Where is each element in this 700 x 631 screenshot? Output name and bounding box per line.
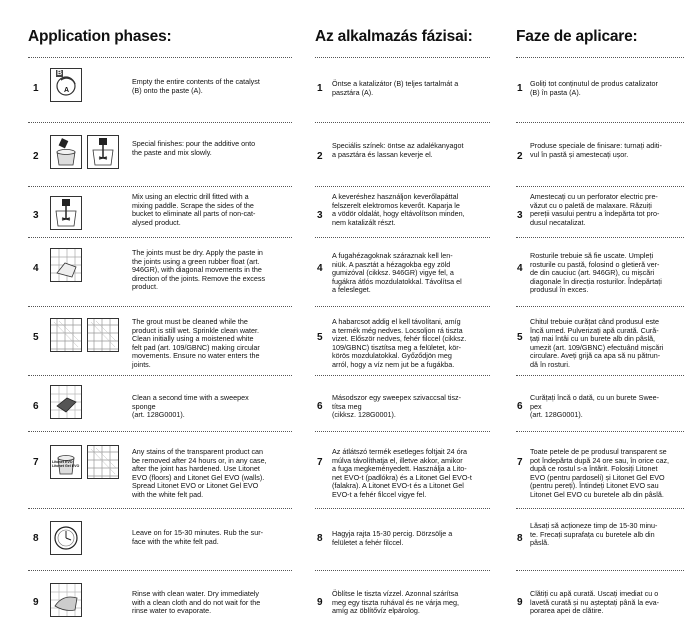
step-text-hu: Speciális színek: öntse az adalékanyagot a pasztára és lassan keverje el.	[332, 141, 464, 159]
row-separator	[28, 375, 292, 376]
row-separator	[28, 508, 292, 509]
step-number-en: 5	[33, 332, 39, 343]
step-number-ro: 8	[517, 533, 523, 544]
step-text-en: Special finishes: pour the additive onto the paste and mix slowly.	[132, 139, 256, 157]
step-number-hu: 5	[317, 332, 323, 343]
row-separator	[516, 306, 684, 307]
step-illustration-icon	[50, 196, 82, 230]
row-separator	[516, 237, 684, 238]
step-text-en: Rinse with clean water. Dry immediately with a clean cloth and do not wait for the rinse water to evaporate.	[132, 589, 261, 616]
step-text-hu: A habarcsot addig el kell távolítani, amíg a termék még nedves. Locsoljon rá tiszta vizet. Először nedves, fehér filccel (cikksz. 109/GBNC) tisztítsa meg a felületet, kör- körös mozdulatokkal. Győződjön meg arról, hogy a víz nem jut be a fugákba.	[332, 317, 467, 369]
title-en: Application phases:	[28, 28, 172, 45]
row-separator	[516, 508, 684, 509]
step-number-en: 6	[33, 401, 39, 412]
step-text-ro: Lăsați să acționeze timp de 15-30 minu- te. Frecați suprafața cu buretele alb din pâslă.	[530, 521, 658, 548]
row-separator	[315, 122, 490, 123]
row-separator	[28, 237, 292, 238]
title-ro: Faze de aplicare:	[516, 28, 638, 45]
step-text-en: Clean a second time with a sweepex sponge (art. 128G0001).	[132, 393, 249, 420]
step-text-en: Any stains of the transparent product can be removed after 24 hours or, in any case, after the joint has hardened. Use Litonet EVO (floors) and Litonet Gel EVO (walls). Spread Litonet EVO or Litonet Gel EVO with the white felt pad.	[132, 447, 267, 499]
row-separator	[28, 570, 292, 571]
litonet-evo-label: Litonet EVO Litonet Gel EVO	[52, 460, 80, 469]
row-separator	[28, 122, 292, 123]
step-text-hu: Öblítse le tiszta vízzel. Azonnal szárítsa meg egy tiszta ruhával és ne várja meg, amíg az öblítővíz elpárolog.	[332, 589, 460, 616]
step-number-hu: 9	[317, 597, 323, 608]
step-number-ro: 6	[517, 401, 523, 412]
step-number-en: 7	[33, 457, 39, 468]
divider-hu	[315, 57, 490, 58]
step-illustration-icon	[87, 135, 119, 169]
row-separator	[315, 508, 490, 509]
step-illustration-icon	[50, 445, 82, 479]
step-text-ro: Clătiți cu apă curată. Uscați imediat cu o lavetă curată și nu așteptați până la eva- porarea apei de clătire.	[530, 589, 660, 616]
row-separator	[516, 186, 684, 187]
step-number-en: 3	[33, 210, 39, 221]
row-separator	[315, 431, 490, 432]
step-illustration-icon	[50, 135, 82, 169]
step-illustration-icon	[50, 583, 82, 617]
step-text-ro: Chitul trebuie curățat când produsul este încă umed. Pulverizați apă curată. Cură- țați mai întâi cu un burete alb din pâslă, umezit (art. 109/GBNC) efectuând mișcări circulare. Aveți grijă ca apa să nu pătrun- dă în rosturi.	[530, 317, 664, 369]
row-separator	[315, 306, 490, 307]
step-number-en: 1	[33, 83, 39, 94]
step-number-ro: 1	[517, 83, 523, 94]
row-separator	[516, 375, 684, 376]
step-number-ro: 7	[517, 457, 523, 468]
step-text-ro: Produse speciale de finisare: turnați aditi- vul în pastă și amestecați ușor.	[530, 141, 662, 159]
step-illustration-icon	[50, 68, 82, 102]
step-text-ro: Curățați încă o dată, cu un burete Swee- pex (art. 128G0001).	[530, 393, 660, 420]
step-number-ro: 2	[517, 151, 523, 162]
step-text-hu: Hagyja rajta 15-30 percig. Dörzsölje a felületet a fehér filccel.	[332, 529, 453, 547]
row-separator	[516, 570, 684, 571]
step-text-ro: Rosturile trebuie să fie uscate. Umpleți rosturile cu pastă, folosind o gletieră ver- de din cauciuc (art. 946GR), cu mișcări diagonale în direcția rosturilor. Îndepărtați produsul în exces.	[530, 251, 662, 295]
step-number-hu: 3	[317, 210, 323, 221]
step-number-en: 9	[33, 597, 39, 608]
step-text-hu: Öntse a katalizátor (B) teljes tartalmát a pasztára (A).	[332, 79, 459, 97]
row-separator	[28, 306, 292, 307]
step-text-ro: Goliți tot conținutul de produs catalizator (B) în pasta (A).	[530, 79, 658, 97]
step-text-en: The joints must be dry. Apply the paste in the joints using a green rubber float (art. 946GR), with diagonal movements in the direction of the joints. Remove the excess product.	[132, 248, 266, 292]
step-number-hu: 7	[317, 457, 323, 468]
step-illustration-icon	[50, 385, 82, 419]
step-illustration-icon	[87, 318, 119, 352]
step-text-ro: Toate petele de pe produsul transparent se pot îndepărta după 24 ore sau, în orice caz, după ce rostul s-a întărit. Folosiți Litonet EVO (pentru pardoseli) și Litonet Gel EVO (pentru pereți). Întindeți Litonet EVO sau Litonet Gel EVO cu buretele alb din pâslă.	[530, 447, 670, 499]
step-text-en: Leave on for 15-30 minutes. Rub the sur- face with the white felt pad.	[132, 528, 264, 546]
step-text-ro: Amestecați cu un perforator electric pre- văzut cu o paletă de malaxare. Răzuiți pereții vasului pentru a îndepărta tot pro- dusul necatalizat.	[530, 192, 660, 227]
step-illustration-icon	[87, 445, 119, 479]
row-separator	[315, 375, 490, 376]
step-number-hu: 2	[317, 151, 323, 162]
step-illustration-icon	[50, 521, 82, 555]
step-illustration-icon	[50, 318, 82, 352]
divider-en	[28, 57, 292, 58]
step-number-en: 2	[33, 151, 39, 162]
row-separator	[28, 431, 292, 432]
row-separator	[315, 237, 490, 238]
step-text-en: Mix using an electric drill fitted with a mixing paddle. Scrape the sides of the bucket to eliminate all parts of non-cat- alysed product.	[132, 192, 256, 227]
row-separator	[315, 186, 490, 187]
step-number-en: 8	[33, 533, 39, 544]
step-text-hu: Az átlátszó termék esetleges foltjait 24 óra múlva távolíthatja el, illetve akkor, amikor a fuga megkeményedett. Használja a Lito- net EVO-t (padlókra) és a Litonet Gel EVO-t (falakra). A Litonet EVO-t és a Litonet Gel EVO-t a fehér filccel vigye fel.	[332, 447, 472, 499]
step-text-en: Empty the entire contents of the catalyst (B) onto the paste (A).	[132, 77, 260, 95]
step-text-hu: Másodszor egy sweepex szivaccsal tisz- títsa meg (cikksz. 128G0001).	[332, 393, 462, 420]
title-hu: Az alkalmazás fázisai:	[315, 28, 473, 45]
row-separator	[516, 431, 684, 432]
paste-a-label: A	[64, 87, 70, 94]
step-text-hu: A fugahézagoknak száraznak kell len- niük. A pasztát a hézagokba egy zöld gumizóval (cikksz. 946GR) vigye fel, a fugákra átlós mozdulatokkal. Távolítsa el a felesleget.	[332, 251, 462, 295]
step-number-hu: 6	[317, 401, 323, 412]
step-text-en: The grout must be cleaned while the product is still wet. Sprinkle clean water. Clean initially using a moistened white felt pad (art. 109/GBNC) making circular movements. Ensure no water enters the joints.	[132, 317, 260, 369]
step-number-hu: 1	[317, 83, 323, 94]
row-separator	[28, 186, 292, 187]
step-number-ro: 4	[517, 263, 523, 274]
row-separator	[516, 122, 684, 123]
step-number-hu: 8	[317, 533, 323, 544]
row-separator	[315, 570, 490, 571]
step-number-ro: 3	[517, 210, 523, 221]
step-text-hu: A keveréshez használjon keverőlapáttal felszerelt elektromos keverőt. Kaparja le a vödör oldalát, hogy eltávolítson minden, nem katalizált részt.	[332, 192, 465, 227]
catalyst-b-label: B	[57, 70, 63, 77]
step-number-ro: 9	[517, 597, 523, 608]
divider-ro	[516, 57, 684, 58]
step-number-ro: 5	[517, 332, 523, 343]
step-number-hu: 4	[317, 263, 323, 274]
step-illustration-icon	[50, 248, 82, 282]
step-number-en: 4	[33, 263, 39, 274]
